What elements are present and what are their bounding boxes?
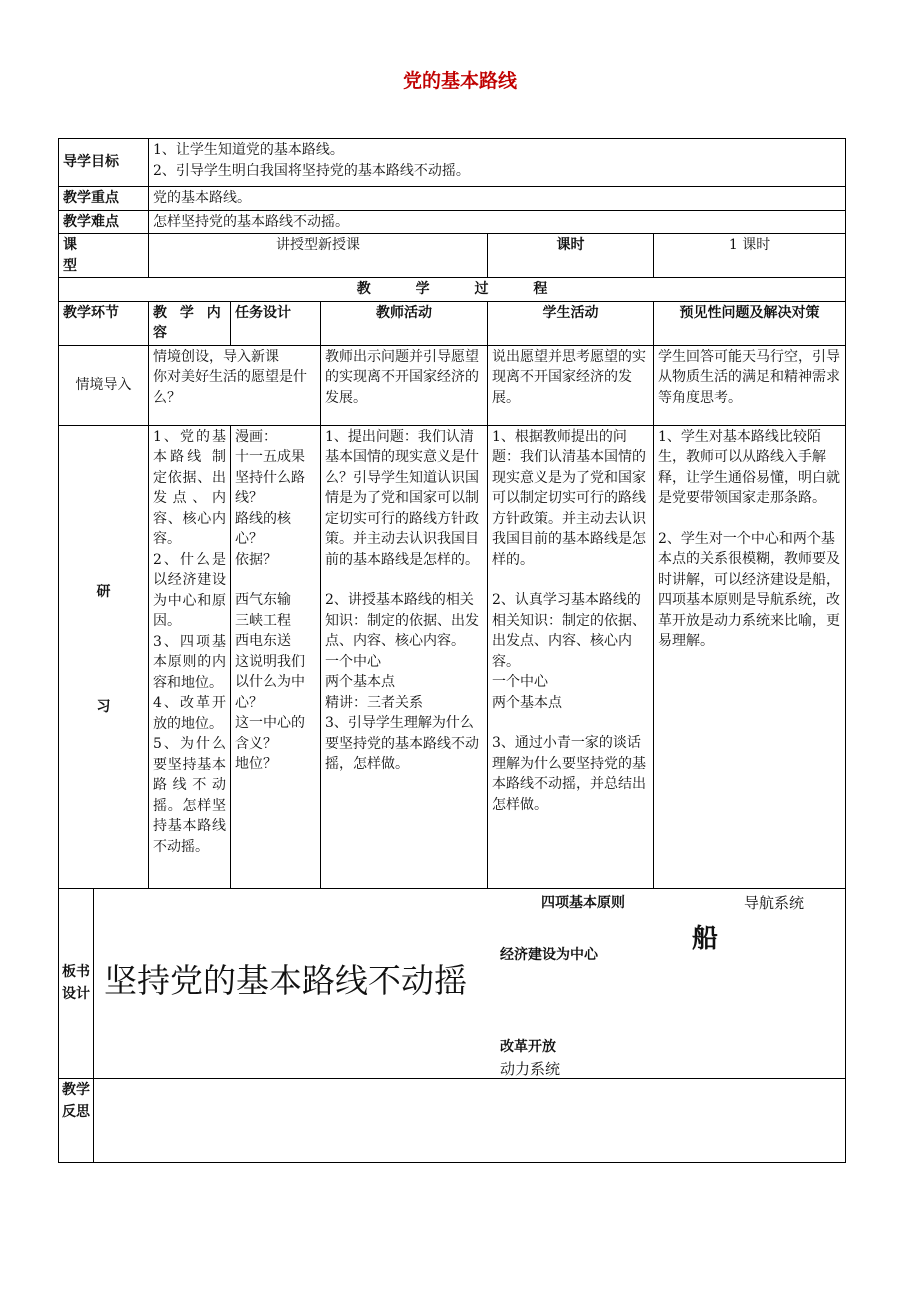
solution-1: 1、学生对基本路线比较陌生，教师可以从路线入手解释，让学生通俗易懂，明白就是党要带领国家走那条路。 xyxy=(658,428,840,506)
solution-2: 2、学生对一个中心和两个基本点的关系很模糊，教师要及时讲解，可以经济建设是船，四项基本原则是导航系统，改革开放是动力系统来比喻，更易理解。 xyxy=(658,530,840,649)
goals-cell xyxy=(149,139,846,187)
phase-study xyxy=(59,425,149,888)
process-header: 教 学 过 程 xyxy=(59,278,846,302)
key-point-value: 党的基本路线。 xyxy=(149,187,846,211)
table-row xyxy=(59,425,846,888)
column-header: 教 学 内 容 xyxy=(149,301,231,345)
reflection-value xyxy=(94,1078,846,1162)
board-economy: 经济建设为中心 xyxy=(500,946,598,963)
column-header: 任务设计 xyxy=(231,301,321,345)
board-design xyxy=(94,888,846,1078)
table-row xyxy=(59,345,846,425)
goal-item: 1、让学生知道党的基本路线。 xyxy=(153,142,344,158)
board-power: 动力系统 xyxy=(500,1059,561,1078)
phase-intro: 情境导入 xyxy=(59,345,149,425)
column-header: 预见性问题及解决对策 xyxy=(654,301,846,345)
board-label: 板书设计 xyxy=(59,888,94,1078)
reflection-label: 教学反思 xyxy=(59,1078,94,1162)
difficulty-label: 教学难点 xyxy=(59,210,149,234)
intro-teacher-activity: 教师出示问题并引导愿望的实现离不开国家经济的发展。 xyxy=(321,345,488,425)
task-cartoon: 漫画： 十一五成果 坚持什么路线？ 路线的核心？ 依据？ xyxy=(235,428,305,568)
column-header: 教师活动 xyxy=(321,301,488,345)
task-projects: 西气东输 三峡工程 西电东送 这说明我们以什么为中心？ 这一中心的含义？ 地位？ xyxy=(235,592,305,772)
study-content: 1、党的基本路线 制定依据、出发点、内容、核心内容。 2、什么是以经济建设为中心和原因。 3、四项基本原则的内容和地位。 4、改革开放的地位。 5、为什么要坚持基本路线不动摇。怎样坚持基本路线不动摇。 xyxy=(149,425,231,888)
intro-solution: 学生回答可能天马行空，引导从物质生活的满足和精神需求等角度思考。 xyxy=(654,345,846,425)
lesson-plan-table xyxy=(58,138,846,1163)
column-header: 教学环节 xyxy=(59,301,149,345)
teacher-step-1: 1、提出问题：我们认清基本国情的现实意义是什么？引导学生知道认识国情是为了党和国家可以制定切实可行的路线方针政策。并主动去认识我国目前的基本路线是怎样的。 xyxy=(325,428,479,568)
lesson-type-value: 讲授型新授课 xyxy=(149,234,488,278)
intro-student-activity: 说出愿望并思考愿望的实现离不开国家经济的发展。 xyxy=(488,345,654,425)
table-row xyxy=(59,234,846,278)
difficulty-value: 怎样坚持党的基本路线不动摇。 xyxy=(149,210,846,234)
key-point-label: 教学重点 xyxy=(59,187,149,211)
student-step-3: 3、通过小青一家的谈话理解为什么要坚持党的基本路线不动摇，并总结出怎样做。 xyxy=(492,735,646,813)
board-reform: 改革开放 xyxy=(500,1038,556,1055)
table-row xyxy=(59,187,846,211)
board-ship: 船 xyxy=(692,923,719,954)
table-row xyxy=(59,139,846,187)
table-row xyxy=(59,301,846,345)
goals-label: 导学目标 xyxy=(59,139,149,187)
study-task-design xyxy=(231,425,321,888)
column-header: 学生活动 xyxy=(488,301,654,345)
teacher-step-2: 2、讲授基本路线的相关知识：制定的依据、出发点、内容、核心内容。 一个中心 两个基本点 精讲：三者关系 3、引导学生理解为什么要坚持党的基本路线不动摇，怎样做。 xyxy=(325,592,479,772)
student-step-2: 2、认真学习基本路线的相关知识：制定的依据、出发点、内容、核心内容。 一个中心 两个基本点 xyxy=(492,592,646,711)
table-row xyxy=(59,888,846,1078)
study-teacher-activity xyxy=(321,425,488,888)
student-step-1: 1、根据教师提出的问题：我们认清基本国情的现实意义是为了党和国家可以制定切实可行的路线方针政策。并主动去认识我国目前的基本路线是怎样的。 xyxy=(492,428,646,568)
phase-study-top: 研 xyxy=(96,583,111,600)
board-main-text: 坚持党的基本路线不动摇 xyxy=(104,960,467,1000)
table-row xyxy=(59,210,846,234)
table-row xyxy=(59,278,846,302)
study-student-activity xyxy=(488,425,654,888)
class-hours-value: 1 课时 xyxy=(654,234,846,278)
class-hours-label: 课时 xyxy=(488,234,654,278)
intro-content: 情境创设，导入新课 你对美好生活的愿望是什么？ xyxy=(149,345,321,425)
goal-item: 2、引导学生明白我国将坚持党的基本路线不动摇。 xyxy=(153,162,470,179)
page-title: 党的基本路线 xyxy=(402,70,517,92)
table-row xyxy=(59,1078,846,1162)
lesson-type-label: 课 型 xyxy=(59,234,149,278)
phase-study-bottom: 习 xyxy=(96,699,111,715)
study-solution xyxy=(654,425,846,888)
board-navigation: 导航系统 xyxy=(744,893,805,912)
board-principles: 四项基本原则 xyxy=(541,894,625,911)
